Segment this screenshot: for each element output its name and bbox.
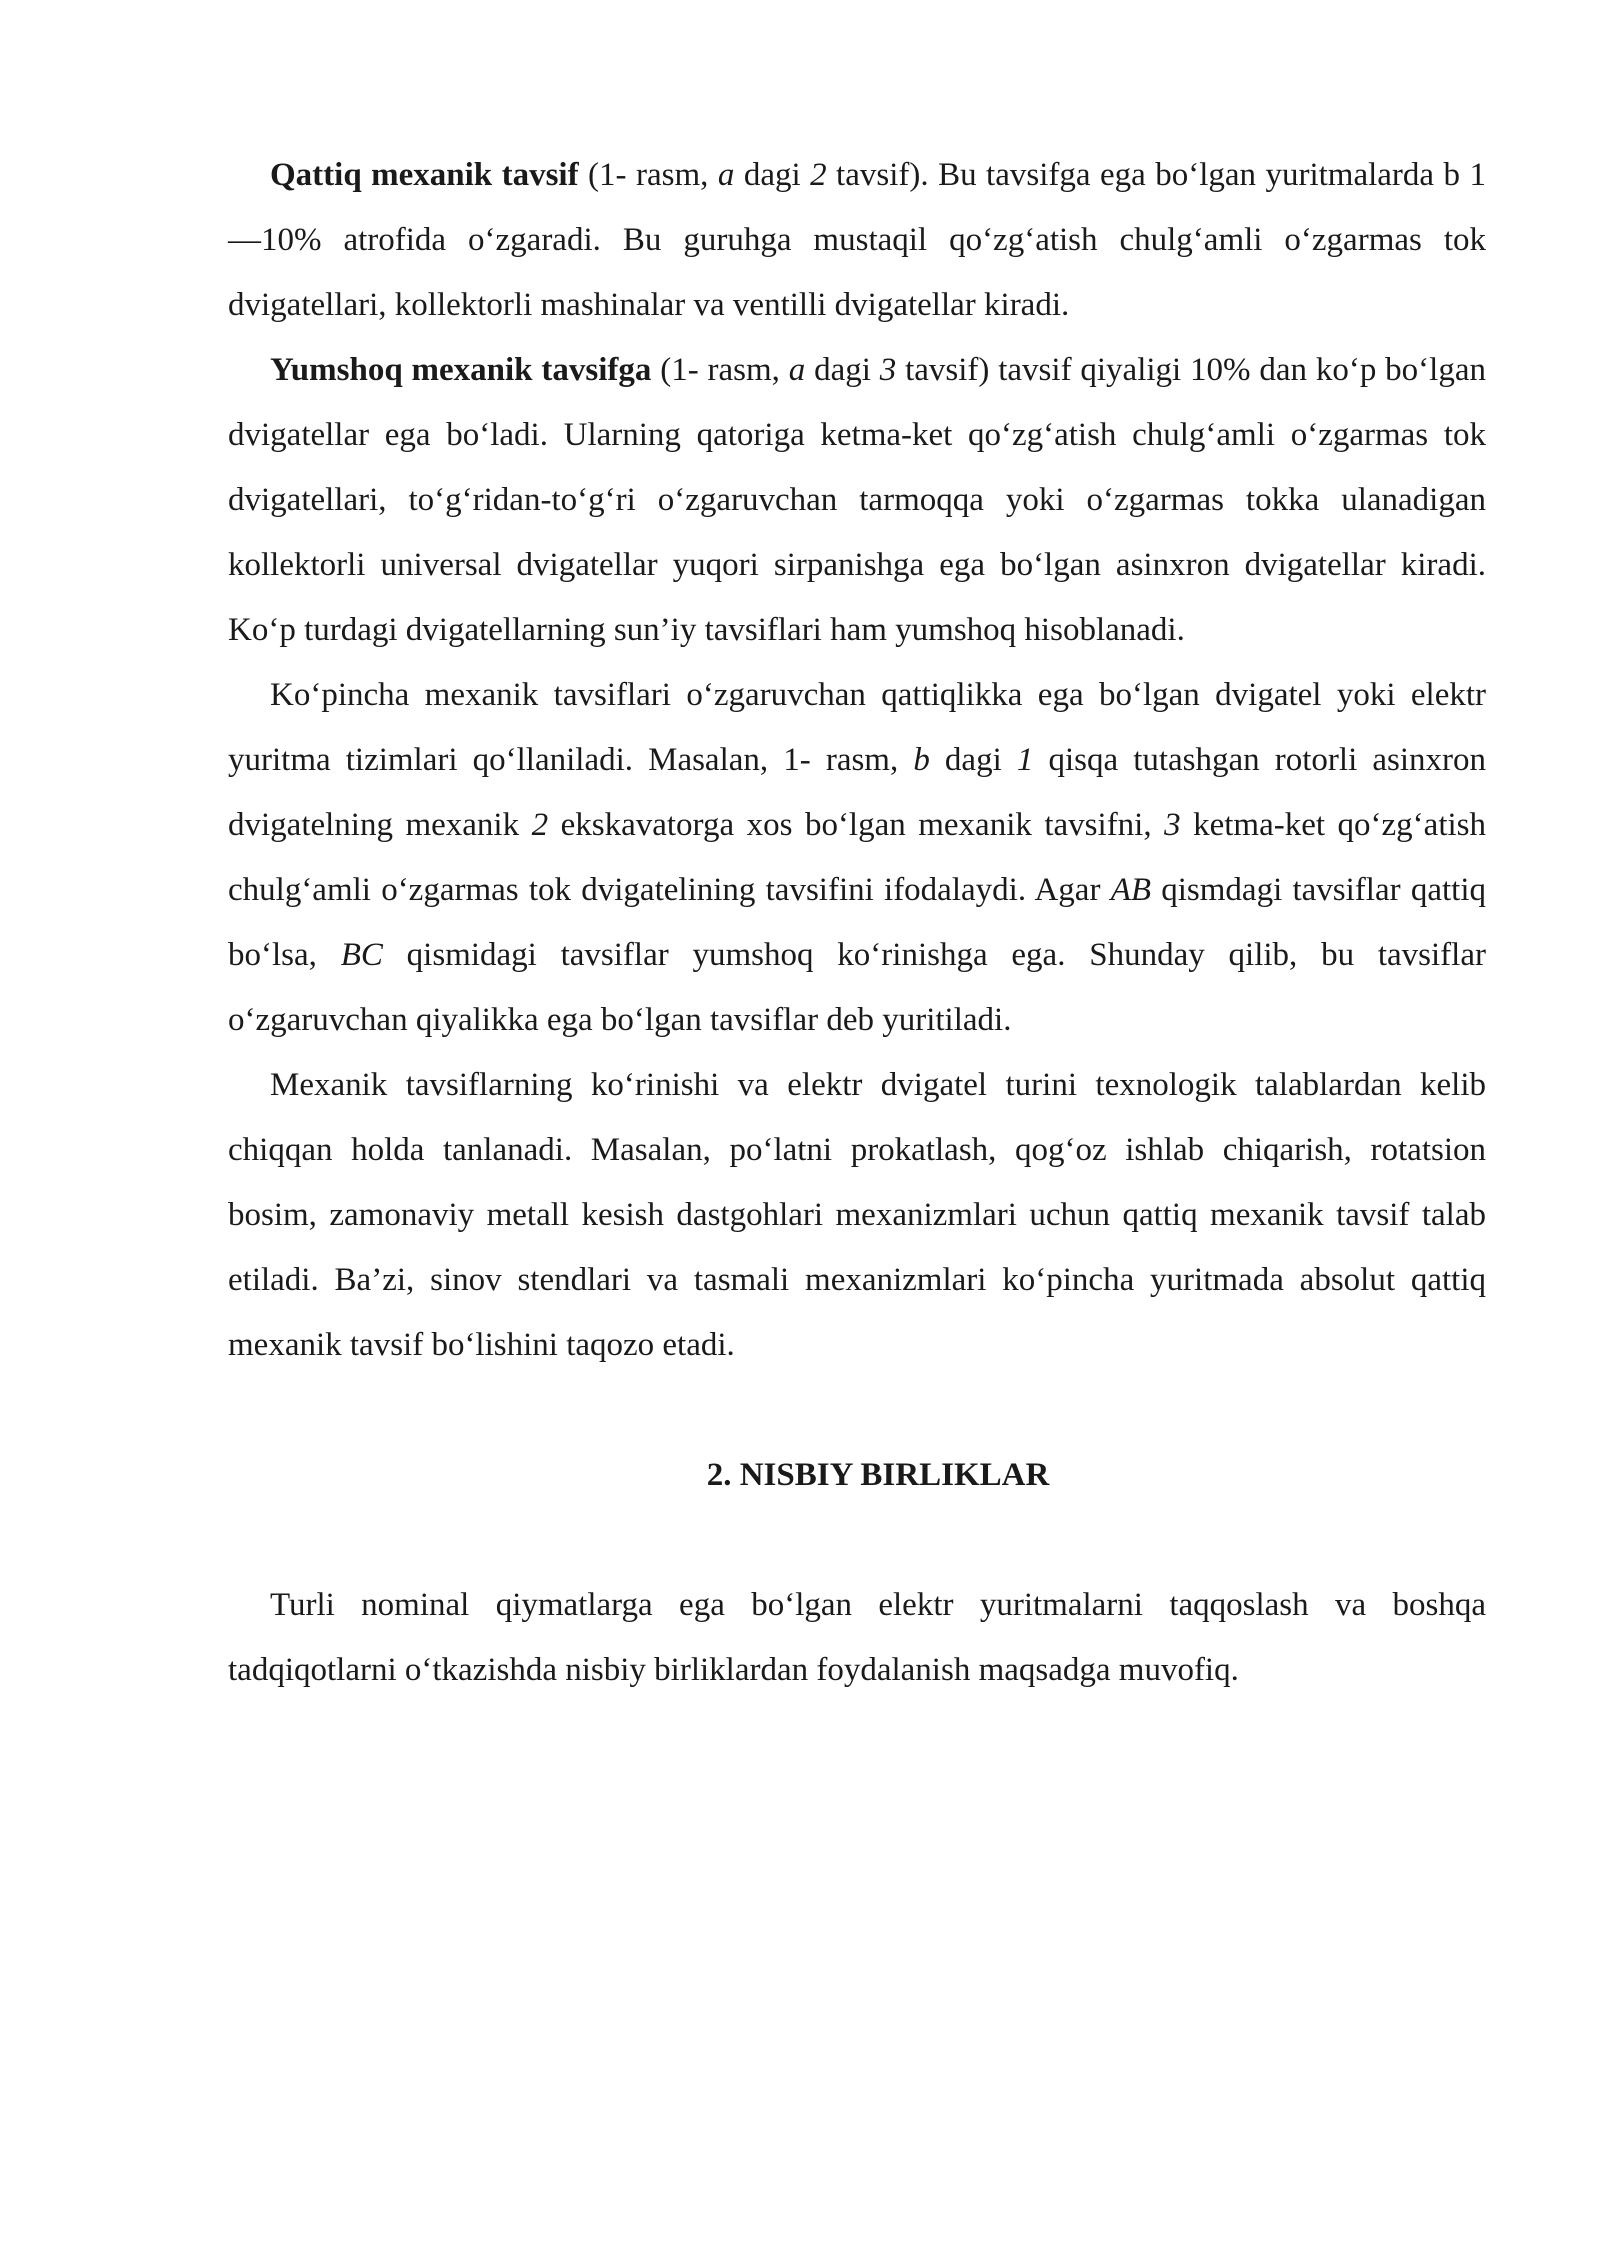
paragraph-relative-units: Turli nominal qiymatlarga ega bo‘lgan elektr yuritmalarni taqqoslash va boshqa tadqiqotlarni o‘tkazishda nisbiy birliklardan foydalanish maqsadga muvofiq. bbox=[228, 1587, 1486, 1688]
paragraph-rigid-characteristic: Qattiq mexanik tavsif (1- rasm, a dagi 2 tavsif). Bu tavsifga ega bo‘lgan yuritmalarda b 1—10% atrofida o‘zgaradi. Bu guruhga mustaqil qo‘zg‘atish chulg‘amli o‘zgarmas tok dvigatellari, kollektorli mashinalar va ventilli dvigatellar kiradi. bbox=[228, 157, 1486, 323]
term-soft-characteristic: Yumshoq mexanik tavsifga bbox=[270, 352, 652, 388]
paragraph-selection-requirements: Mexanik tavsiflarning ko‘rinishi va elektr dvigatel turini texnologik talablardan kelib chiqqan holda tanlanadi. Masalan, po‘latni prokatlash, qog‘oz ishlab chiqarish, rotatsion bosim, zamonaviy metall kesish dastgohlari mexanizmlari uchun qattiq mexanik tavsif talab etiladi. Ba’zi, sinov stendlari va tasmali mexanizmlari ko‘pincha yuritmada absolut qattiq mexanik tavsif bo‘lishini taqozo etadi. bbox=[228, 1067, 1486, 1363]
document-page bbox=[228, 143, 1486, 1703]
paragraph-soft-characteristic: Yumshoq mexanik tavsifga (1- rasm, a dagi 3 tavsif) tavsif qiyaligi 10% dan ko‘p bo‘lgan dvigatellar ega bo‘ladi. Ularning qatoriga ketma-ket qo‘zg‘atish chulg‘amli o‘zgarmas tok dvigatellari, to‘g‘ridan-to‘g‘ri o‘zgaruvchan tarmoqqa yoki o‘zgarmas tokka ulanadigan kollektorli universal dvigatellar yuqori sirpanishga ega bo‘lgan asinxron dvigatellar kiradi. Ko‘p turdagi dvigatellarning sun’iy tavsiflari ham yumshoq hisoblanadi. bbox=[228, 352, 1486, 648]
paragraph-variable-stiffness: Ko‘pincha mexanik tavsiflari o‘zgaruvchan qattiqlikka ega bo‘lgan dvigatel yoki elektr yuritma tizimlari qo‘llaniladi. Masalan, 1- rasm, b dagi 1 qisqa tutashgan rotorli asinxron dvigatelning mexanik 2 ekskavatorga xos bo‘lgan mexanik tavsifni, 3 ketma-ket qo‘zg‘atish chulg‘amli o‘zgarmas tok dvigatelining tavsifini ifodalaydi. Agar AB qismdagi tavsiflar qattiq bo‘lsa, BC qismidagi tavsiflar yumshoq ko‘rinishga ega. Shunday qilib, bu tavsiflar o‘zgaruvchan qiyalikka ega bo‘lgan tavsiflar deb yuritiladi. bbox=[228, 677, 1486, 1038]
term-rigid-characteristic: Qattiq mexanik tavsif bbox=[270, 157, 579, 193]
section-heading: 2. NISBIY BIRLIKLAR bbox=[706, 1457, 1050, 1493]
